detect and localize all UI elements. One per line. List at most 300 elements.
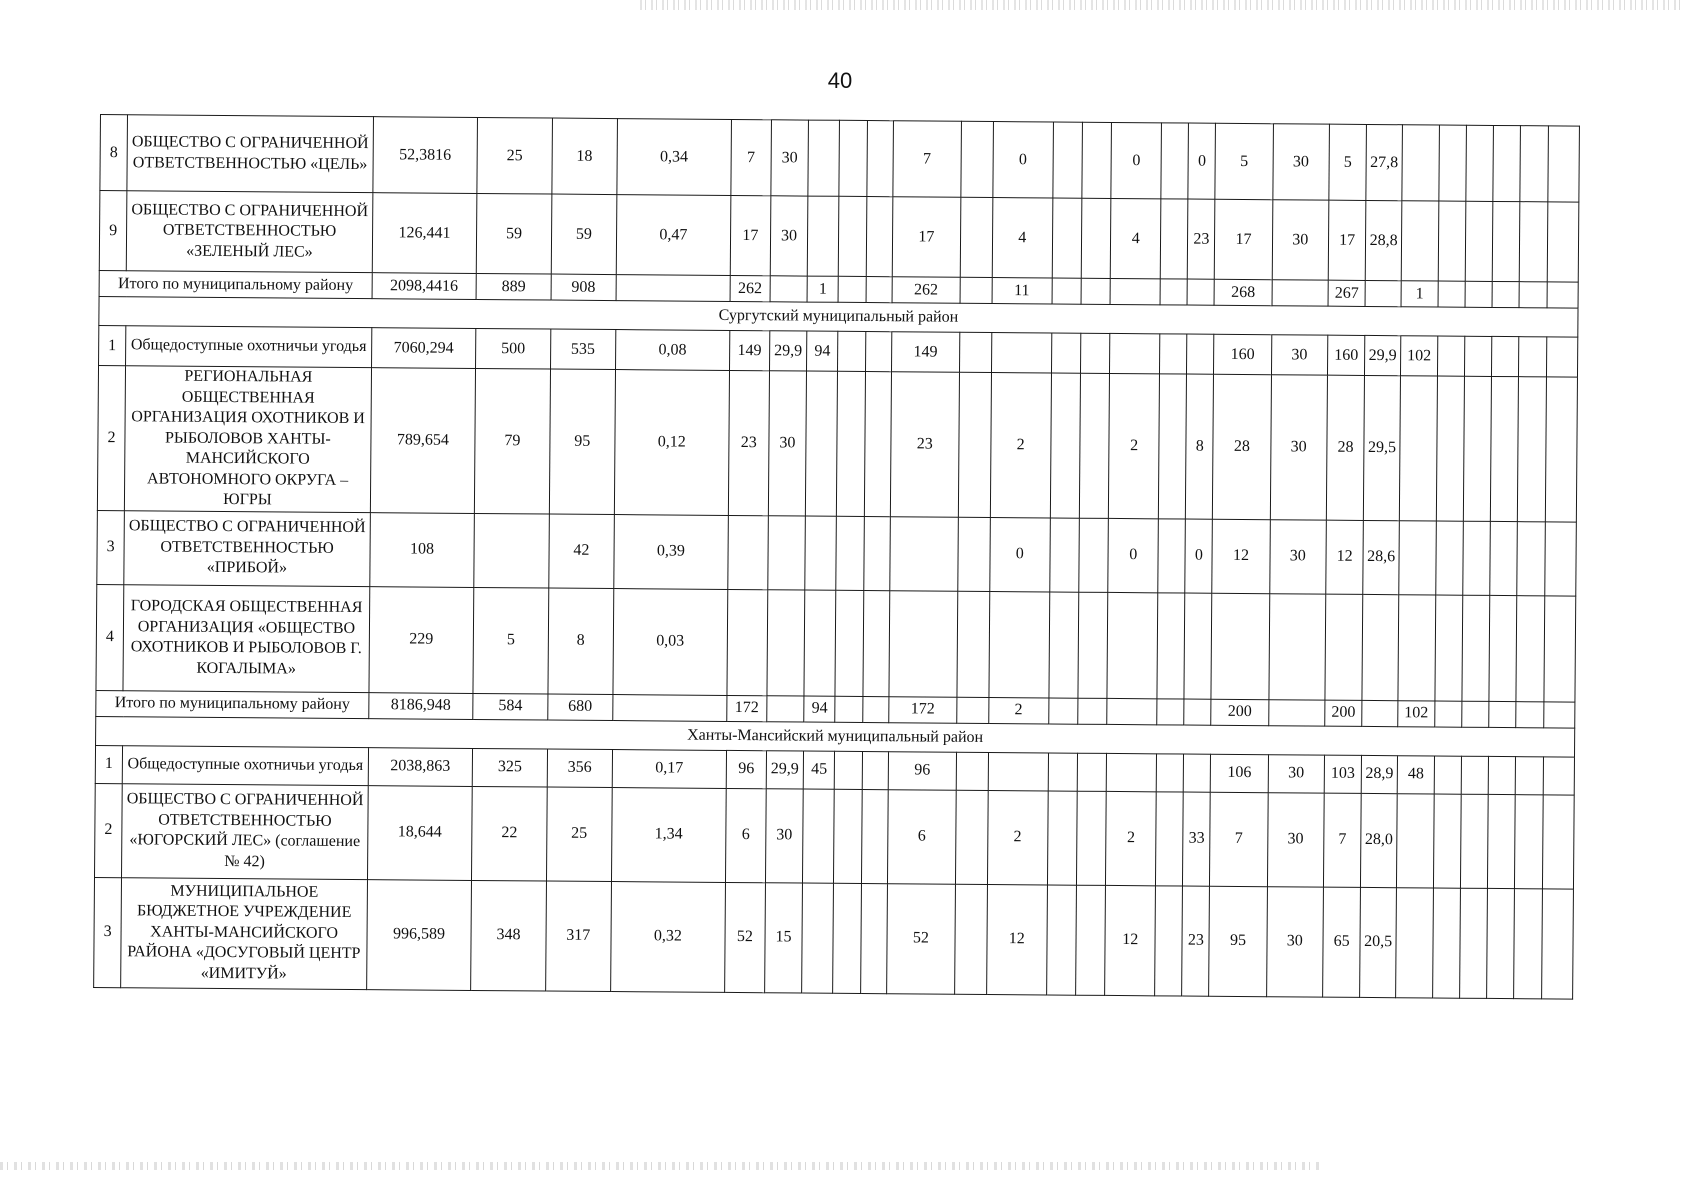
data-cell	[1544, 521, 1576, 595]
data-cell	[1077, 753, 1106, 791]
data-cell	[862, 590, 889, 696]
data-cell: 23	[1188, 199, 1216, 279]
data-cell	[1399, 520, 1437, 594]
data-cell	[1435, 701, 1462, 727]
data-cell	[866, 197, 893, 277]
data-cell	[1160, 334, 1187, 374]
data-cell: 30	[1271, 335, 1328, 375]
data-cell	[474, 513, 550, 588]
data-cell	[1155, 885, 1183, 995]
data-cell	[988, 591, 1049, 697]
data-cell: 28	[1326, 375, 1365, 520]
data-cell: 325	[472, 748, 547, 787]
data-cell	[1543, 595, 1575, 701]
data-cell	[1187, 334, 1214, 374]
data-cell: 65	[1322, 887, 1360, 997]
data-cell	[1547, 126, 1579, 202]
data-cell: 317	[546, 881, 611, 992]
data-cell: 29,9	[769, 331, 807, 371]
data-cell	[1520, 282, 1547, 308]
data-cell: 12	[1105, 885, 1156, 995]
data-cell: 106	[1211, 754, 1269, 792]
data-cell: 2	[987, 790, 1048, 884]
data-cell	[1050, 373, 1080, 518]
table-row	[96, 584, 1576, 702]
data-cell	[1460, 888, 1488, 998]
data-cell: 584	[473, 693, 548, 720]
data-cell	[1491, 376, 1519, 521]
hunting-grounds-table	[93, 114, 1580, 999]
data-cell	[1516, 595, 1544, 701]
data-cell	[1543, 701, 1575, 727]
data-cell	[1052, 278, 1081, 304]
data-cell: 262	[730, 275, 770, 301]
data-cell	[961, 197, 993, 277]
data-cell	[1078, 698, 1107, 724]
data-cell	[1395, 887, 1433, 997]
data-cell	[1157, 592, 1185, 698]
data-cell: 18	[552, 118, 617, 195]
data-cell: 12	[1326, 520, 1364, 594]
organization-name: Общедоступные охотничьи угодья	[122, 745, 368, 785]
data-cell	[1399, 376, 1438, 521]
data-cell	[1398, 594, 1436, 700]
data-cell	[1050, 517, 1080, 591]
row-number: 9	[99, 191, 127, 271]
data-cell: 0,08	[615, 330, 730, 371]
data-cell: 160	[1327, 335, 1365, 375]
data-cell	[1401, 201, 1439, 281]
data-cell: 0	[1185, 519, 1213, 593]
data-cell	[766, 695, 804, 721]
data-cell	[806, 371, 838, 516]
data-cell	[1434, 794, 1462, 888]
data-cell: 0,32	[610, 881, 725, 992]
data-cell	[1107, 592, 1158, 698]
data-cell: 0	[1111, 122, 1162, 198]
data-cell: 48	[1397, 755, 1435, 793]
data-cell: 52	[725, 882, 765, 992]
data-cell: 96	[726, 750, 766, 788]
organization-name: ОБЩЕСТВО С ОГРАНИЧЕННОЙ ОТВЕТСТВЕННОСТЬЮ «ПРИБОЙ»	[124, 510, 370, 586]
data-cell: 23	[1182, 886, 1210, 996]
data-cell: 1,34	[611, 787, 726, 882]
table-row	[97, 365, 1577, 521]
data-cell: 500	[476, 328, 551, 369]
data-cell: 28,0	[1361, 793, 1397, 887]
data-cell	[835, 696, 862, 722]
data-cell	[1489, 595, 1517, 701]
data-cell	[612, 694, 727, 721]
data-cell: 2	[988, 697, 1049, 723]
data-cell: 535	[551, 329, 616, 370]
data-cell: 5	[473, 587, 549, 694]
data-cell	[1466, 201, 1494, 281]
data-cell: 0	[1108, 518, 1159, 592]
row-number: 2	[95, 783, 123, 877]
data-cell: 200	[1325, 700, 1363, 726]
organization-name: ОБЩЕСТВО С ОГРАНИЧЕННОЙ ОТВЕТСТВЕННОСТЬЮ «ЦЕЛЬ»	[127, 115, 373, 193]
data-cell	[836, 516, 864, 590]
data-cell	[1433, 887, 1461, 997]
data-cell	[958, 517, 990, 591]
data-cell: 172	[727, 695, 767, 721]
data-cell	[960, 277, 991, 303]
data-cell	[1047, 884, 1077, 994]
data-cell	[1161, 123, 1189, 199]
data-cell: 149	[730, 330, 770, 370]
organization-name: ОБЩЕСТВО С ОГРАНИЧЕННОЙ ОТВЕТСТВЕННОСТЬЮ «ЮГОРСКИЙ ЛЕС» (соглашение № 42)	[122, 783, 369, 879]
data-cell: 52	[886, 883, 956, 994]
data-cell: 789,654	[370, 368, 475, 513]
data-cell: 27,8	[1366, 124, 1402, 200]
data-cell: 11	[992, 278, 1053, 304]
data-cell	[1268, 699, 1324, 725]
total-label: Итого по муниципальному району	[96, 690, 369, 718]
data-cell	[1106, 753, 1156, 791]
data-cell	[1520, 202, 1548, 282]
data-cell: 7	[1323, 793, 1361, 887]
row-number: 3	[97, 510, 125, 584]
data-cell	[866, 277, 892, 303]
organization-name: РЕГИОНАЛЬНАЯ ОБЩЕСТВЕННАЯ ОРГАНИЗАЦИЯ ОХОТНИКОВ И РЫБОЛОВОВ ХАНТЫ-МАНСИЙСКОГО АВТОНОМНОГО ОКРУГА – ЮГРЫ	[124, 366, 371, 512]
data-cell	[808, 120, 840, 196]
data-cell: 229	[369, 586, 474, 693]
data-cell	[1488, 794, 1516, 888]
data-cell: 22	[472, 786, 548, 881]
data-cell	[1436, 521, 1464, 595]
data-cell	[838, 331, 865, 371]
data-cell: 0,39	[613, 514, 728, 589]
data-cell	[1489, 701, 1516, 727]
data-cell: 200	[1211, 699, 1268, 725]
data-cell: 30	[768, 371, 807, 516]
data-cell	[1079, 373, 1109, 518]
row-number: 4	[96, 584, 124, 690]
data-cell	[1049, 697, 1078, 723]
data-cell: 25	[477, 117, 553, 194]
data-cell: 680	[548, 694, 613, 721]
data-cell: 30	[1267, 792, 1324, 886]
data-cell	[1158, 518, 1186, 592]
data-cell: 6	[887, 789, 956, 884]
data-cell	[1362, 700, 1398, 726]
data-cell: 28,9	[1362, 755, 1398, 793]
data-cell: 30	[1273, 124, 1330, 200]
data-cell	[1516, 701, 1543, 727]
data-cell	[1465, 336, 1492, 376]
data-cell: 79	[474, 368, 550, 513]
data-cell	[1437, 376, 1465, 521]
scan-artifact-top	[640, 0, 1680, 10]
data-cell	[1053, 122, 1083, 198]
data-cell	[1545, 377, 1578, 522]
data-cell	[835, 751, 862, 789]
row-number: 2	[97, 365, 125, 510]
data-cell	[1434, 756, 1461, 794]
row-number: 3	[94, 877, 122, 987]
data-cell: 95	[549, 369, 615, 514]
data-cell	[802, 883, 834, 993]
data-cell	[834, 789, 862, 883]
data-cell: 8	[548, 588, 613, 695]
data-cell: 8	[1186, 374, 1214, 519]
data-cell	[1492, 281, 1519, 307]
data-cell: 908	[551, 274, 616, 301]
data-cell: 102	[1397, 700, 1435, 726]
data-cell	[1438, 281, 1465, 307]
data-cell	[1076, 885, 1106, 995]
data-cell	[1516, 756, 1543, 794]
organization-name: ГОРОДСКАЯ ОБЩЕСТВЕННАЯ ОРГАНИЗАЦИЯ «ОБЩЕСТВО ОХОТНИКОВ И РЫБОЛОВОВ Г. КОГАЛЫМА»	[123, 584, 370, 692]
data-cell: 0,03	[613, 588, 728, 695]
data-cell	[1272, 280, 1328, 306]
data-cell	[860, 883, 887, 993]
data-cell: 25	[546, 787, 611, 882]
data-cell	[1156, 791, 1184, 885]
data-cell: 18,644	[367, 785, 472, 880]
data-cell: 28	[1213, 374, 1271, 519]
data-cell	[1362, 594, 1398, 700]
data-cell: 96	[888, 751, 957, 790]
data-cell	[1107, 698, 1157, 724]
data-cell	[1519, 337, 1546, 377]
data-cell	[767, 589, 805, 695]
data-cell	[839, 196, 867, 276]
data-cell: 126,441	[372, 193, 477, 274]
organization-name: МУНИЦИПАЛЬНОЕ БЮДЖЕТНОЕ УЧРЕЖДЕНИЕ ХАНТЫ-МАНСИЙСКОГО РАЙОНА «ДОСУГОВЫЙ ЦЕНТР «ИМИТУЙ»	[121, 877, 368, 989]
data-cell	[1187, 279, 1214, 305]
data-cell: 0,17	[612, 749, 727, 788]
data-cell: 17	[1328, 200, 1366, 280]
table-row	[97, 510, 1577, 596]
data-cell: 6	[726, 788, 766, 882]
data-cell	[770, 276, 808, 302]
data-cell: 160	[1214, 334, 1272, 374]
data-cell	[955, 884, 987, 994]
data-cell	[616, 275, 731, 302]
data-cell	[1184, 699, 1211, 725]
data-cell: 23	[728, 370, 769, 515]
data-cell	[833, 883, 861, 993]
data-cell	[861, 789, 888, 883]
data-cell	[1439, 125, 1467, 201]
table-row	[95, 783, 1575, 889]
data-cell: 45	[803, 751, 835, 789]
data-cell	[956, 790, 988, 884]
data-cell	[1542, 794, 1574, 888]
data-cell: 149	[891, 332, 960, 373]
data-cell: 4	[1110, 198, 1161, 278]
data-cell: 0,12	[614, 370, 730, 515]
data-cell	[991, 333, 1052, 373]
data-cell: 42	[549, 514, 614, 589]
data-cell	[862, 696, 888, 722]
data-cell	[1081, 278, 1110, 304]
data-cell: 29,9	[1365, 335, 1401, 375]
data-cell	[957, 591, 989, 697]
data-cell: 5	[1215, 123, 1273, 199]
data-cell	[1464, 376, 1492, 521]
data-cell	[1160, 199, 1188, 279]
data-cell: 30	[770, 196, 808, 276]
data-cell: 94	[804, 696, 835, 722]
data-cell: 17	[1215, 199, 1273, 279]
data-cell	[1518, 377, 1546, 522]
data-cell: 95	[1209, 886, 1267, 996]
data-cell: 356	[547, 749, 612, 788]
data-cell	[1051, 333, 1080, 373]
data-cell: 0,34	[616, 119, 731, 196]
data-cell: 59	[551, 194, 616, 275]
data-cell: 2	[1109, 373, 1160, 518]
data-cell: 30	[1270, 375, 1327, 520]
data-cell	[865, 332, 891, 372]
data-cell: 5	[1329, 124, 1367, 200]
data-cell: 12	[1212, 519, 1270, 593]
data-cell	[1547, 282, 1579, 308]
row-number: 1	[99, 325, 126, 365]
data-cell: 889	[476, 273, 551, 300]
data-cell	[838, 276, 865, 302]
data-cell	[863, 516, 890, 590]
data-cell: 108	[370, 512, 475, 587]
data-cell	[839, 120, 867, 196]
data-cell	[1490, 521, 1518, 595]
data-cell	[1157, 698, 1184, 724]
data-cell	[1514, 888, 1542, 998]
data-cell	[1049, 591, 1079, 697]
data-cell	[767, 515, 805, 589]
data-cell	[889, 516, 958, 591]
data-cell	[1156, 753, 1183, 791]
row-number: 8	[100, 115, 128, 191]
data-cell	[1269, 593, 1326, 699]
data-cell: 8186,948	[369, 692, 473, 719]
data-cell: 28,8	[1366, 200, 1402, 280]
data-cell: 0	[1188, 123, 1216, 199]
data-cell	[956, 752, 988, 790]
data-cell: 4	[992, 198, 1053, 278]
data-cell: 7060,294	[371, 328, 475, 369]
data-cell: 30	[1268, 754, 1325, 792]
data-cell: 262	[892, 277, 961, 304]
data-cell	[1546, 337, 1578, 377]
data-cell: 28,6	[1363, 520, 1399, 594]
data-cell: 30	[1269, 519, 1326, 593]
data-cell	[728, 515, 768, 589]
data-cell	[1547, 202, 1579, 282]
data-cell: 7	[731, 119, 771, 195]
table-row	[99, 191, 1579, 283]
data-cell: 268	[1214, 279, 1271, 305]
data-cell	[1396, 793, 1434, 887]
data-cell	[1541, 888, 1573, 998]
data-cell: 0	[989, 517, 1050, 591]
data-cell: 29,5	[1364, 375, 1401, 520]
section-title: Сургутский муниципальный район	[99, 296, 1578, 337]
row-number: 1	[95, 745, 122, 783]
data-cell	[1438, 336, 1465, 376]
data-cell	[1463, 521, 1491, 595]
data-cell: 12	[986, 884, 1047, 994]
data-cell: 33	[1183, 792, 1211, 886]
data-cell	[805, 516, 837, 590]
data-cell	[1461, 794, 1489, 888]
data-cell: 7	[1210, 792, 1268, 886]
page-number: 40	[827, 68, 853, 93]
data-cell	[727, 589, 767, 695]
data-cell: 29,9	[766, 750, 804, 788]
data-cell	[866, 121, 893, 197]
data-cell	[1402, 125, 1440, 201]
data-cell: 996,589	[367, 879, 472, 990]
scan-artifact-bottom	[0, 1162, 1320, 1170]
data-cell: 17	[730, 195, 770, 275]
data-cell: 172	[888, 696, 957, 723]
organization-name: ОБЩЕСТВО С ОГРАНИЧЕННОЙ ОТВЕТСТВЕННОСТЬЮ «ЗЕЛЕНЫЙ ЛЕС»	[126, 191, 372, 273]
data-cell	[1493, 125, 1521, 201]
data-cell	[1543, 756, 1575, 794]
data-cell	[1492, 336, 1519, 376]
data-cell	[1487, 888, 1515, 998]
data-cell	[1052, 198, 1082, 278]
data-cell	[1110, 278, 1160, 304]
data-cell	[807, 196, 839, 276]
data-cell	[1081, 198, 1111, 278]
data-cell	[1520, 126, 1548, 202]
data-cell	[1517, 521, 1545, 595]
data-cell	[862, 751, 888, 789]
data-cell: 0,47	[616, 195, 731, 276]
data-cell: 15	[764, 882, 802, 992]
data-cell: 94	[807, 331, 839, 371]
data-cell	[1466, 125, 1494, 201]
data-cell	[835, 590, 863, 696]
data-cell: 348	[471, 880, 547, 991]
data-cell	[1047, 790, 1077, 884]
data-cell: 30	[771, 120, 809, 196]
table-row	[100, 115, 1580, 203]
data-cell: 1	[807, 276, 838, 302]
organization-name: Общедоступные охотничьи угодья	[126, 326, 372, 368]
data-cell	[1493, 201, 1521, 281]
data-cell	[888, 590, 958, 697]
data-cell: 103	[1324, 755, 1362, 793]
data-cell	[959, 372, 991, 517]
data-cell: 23	[890, 372, 960, 517]
data-cell	[1465, 281, 1492, 307]
data-cell	[1078, 592, 1108, 698]
data-cell	[1435, 595, 1463, 701]
data-cell	[1462, 595, 1490, 701]
data-cell: 267	[1328, 280, 1366, 306]
data-cell	[1462, 701, 1489, 727]
data-cell	[1184, 593, 1212, 699]
data-cell: 1	[1401, 281, 1439, 307]
data-cell	[837, 371, 865, 516]
data-cell: 30	[1266, 886, 1323, 996]
data-cell: 17	[892, 197, 961, 278]
data-cell: 0	[992, 122, 1053, 198]
data-cell: 2038,863	[368, 747, 472, 786]
data-cell: 2	[1106, 791, 1157, 885]
data-cell	[1515, 794, 1543, 888]
data-cell	[1438, 201, 1466, 281]
data-cell	[988, 752, 1049, 790]
data-cell: 30	[765, 788, 803, 882]
data-cell	[1489, 756, 1516, 794]
